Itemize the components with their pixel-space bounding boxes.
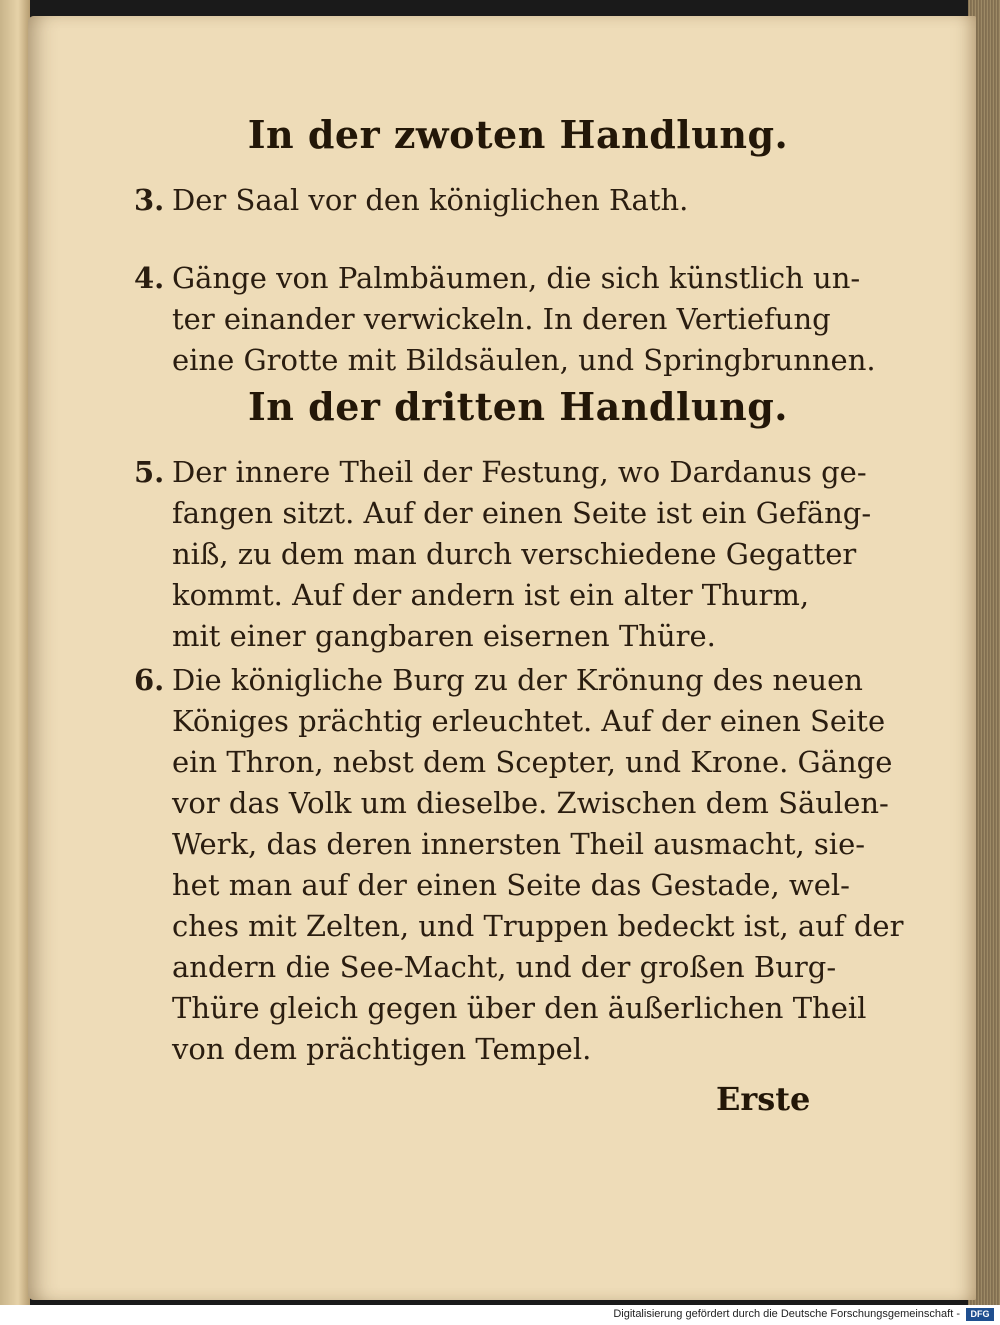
entry-line: Königes prächtig erleuchtet. Auf der einen Seite [172,704,886,738]
entry-line: het man auf der einen Seite das Gestade, wel- [172,868,850,902]
entry-line: Der innere Theil der Festung, wo Dardanus ge- [172,455,867,489]
entry-line: ein Thron, nebst dem Scepter, und Krone. Gänge [172,745,893,779]
entry-line: vor das Volk um dieselbe. Zwischen dem Säulen- [172,786,889,820]
entry-line: Der Saal vor den königlichen Rath. [172,183,689,217]
section-heading-third-act: In der dritten Handlung. [247,384,788,429]
entry-6 [134,660,904,1070]
entry-number: 6. [134,663,165,697]
entry-3 [136,180,816,221]
entry-line: Gänge von Palmbäumen, die sich künstlich un- [172,261,861,295]
footer-bar [0,1305,1000,1325]
entry-line: Thüre gleich gegen über den äußerlichen Theil [172,991,867,1025]
entry-line: kommt. Auf der andern ist ein alter Thurm, [172,578,810,612]
entry-line: mit einer gangbaren eisernen Thüre. [172,619,716,653]
entry-line: Werk, das deren innersten Theil ausmacht, sie- [172,827,866,861]
catchword: Erste [716,1080,811,1118]
entry-5 [134,452,872,657]
book-left-edge [0,0,30,1305]
entry-number: 5. [134,455,165,489]
dfg-logo: DFG [966,1308,994,1321]
entry-line: niß, zu dem man durch verschiedene Gegatter [172,537,857,571]
page-content [28,16,976,1300]
entry-line: ter einander verwickeln. In deren Vertiefung [172,302,831,336]
entry-line: andern die See-Macht, und der großen Burg- [172,950,837,984]
entry-line: ches mit Zelten, und Truppen bedeckt ist, auf der [172,909,904,943]
entry-line: fangen sitzt. Auf der einen Seite ist ein Gefäng- [172,496,872,530]
entry-number: 4. [134,261,165,295]
footer-credit: Digitalisierung gefördert durch die Deutsche Forschungsgemeinschaft - [613,1308,960,1320]
entry-number: 3. [134,183,165,217]
entry-line: von dem prächtigen Tempel. [172,1032,592,1066]
entry-4 [134,258,876,381]
entry-line: eine Grotte mit Bildsäulen, und Springbrunnen. [172,343,876,377]
entry-line: Die königliche Burg zu der Krönung des neuen [172,663,863,697]
section-heading-second-act: In der zwoten Handlung. [247,112,789,157]
